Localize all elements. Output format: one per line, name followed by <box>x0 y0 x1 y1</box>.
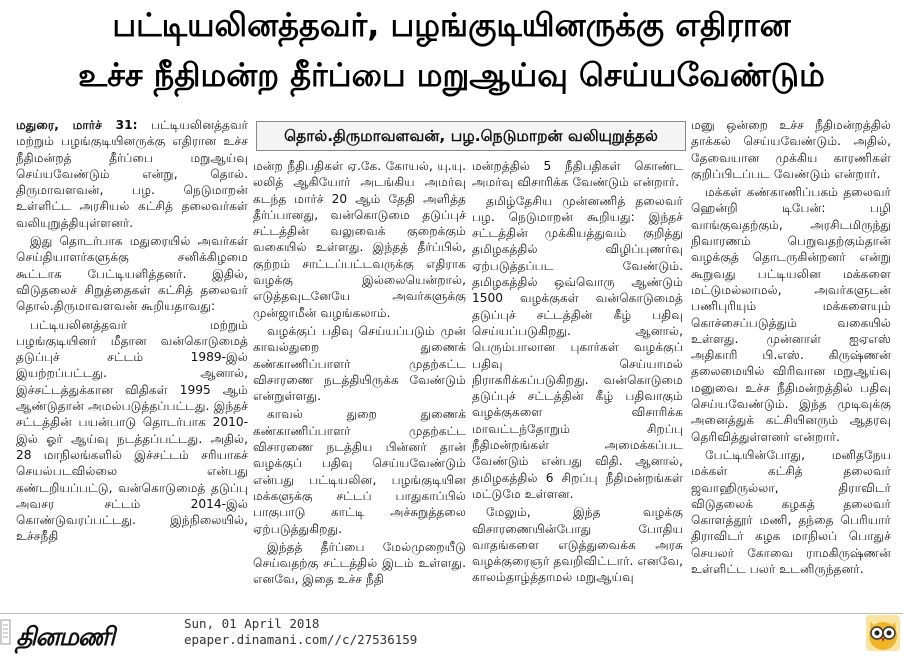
paragraph: பட்டியலினத்தவர் மற்றும் பழங்குடியினர் மீதான வன்கொடுமைத் தடுப்புச் சட்டம் 1989-இல் இயற்றப்பட்டது. ஆனால், இச்சட்டத்துக்கான விதிகள் 1995 ஆம் ஆண்டுதான் அமல்படுத்தப்பட்டது. இந்தச் சட்டத்தின் பயன்பாடு தொடர்பாக 2010-இல் ஓர் ஆய்வு நடத்தப்பட்டது. அதில், 28 மாநிலங்களில் இச்சட்டம் சரியாகச் செயல்படவில்லை என்பது கண்டறியப்பட்டு, வன்கொடுமைத் தடுப்பு அவசர சட்டம் 2014-இல் கொண்டுவரப்பட்டது. இந்நிலையில், உச்சநீதி <box>16 317 248 544</box>
paragraph <box>16 117 248 231</box>
paragraph: பேட்டியின்போது, மனிதநேய மக்கள் கட்சித் தலைவர் ஜவாஹிருல்லா, திராவிடர் விடுதலைக் கழகத் தலைவர் கொளத்தூர் மணி, தந்தை பெரியார் திராவிடர் கழக மாநிலப் பொதுச் செயலர் கோவை ராமகிருஷ்ணன் உள்ளிட்ட பலர் உடனிருந்தனர். <box>691 447 891 577</box>
article-column-4 <box>691 117 891 579</box>
paragraph: மக்கள் கண்காணிப்பகம் தலைவர் ஹென்றி டிபேன்: பழி வாங்குவதற்கும், அரசிடமிருந்து நிவாரணம் பெறுவதற்கும்தான் வழக்குத் தொடருகின்றனர் என்று கூறுவது பட்டியலின மக்களை மட்டுமல்லாமல், அவர்களுடன் பணிபுரியும் மக்களையும் கொச்சைப்படுத்தும் வகையில் உள்ளது. முன்னாள் ஐஏஎஸ் அதிகாரி பி.எஸ். கிருஷ்ணன் தலைமையில் விரிவான மறுஆய்வு மனுவை உச்ச நீதிமன்றத்தில் பதிவு செய்யவேண்டும். இந்த முடிவுக்கு அனைத்துக் கட்சியினரும் ஆதரவு தெரிவித்துள்ளனர் என்றார். <box>691 185 891 444</box>
paragraph: இது தொடர்பாக மதுரையில் அவர்கள் செய்தியாளர்களுக்கு சனிக்கிழமை கூட்டாக பேட்டியளித்தனர். இதில், விடுதலைச் சிறுத்தைகள் கட்சித் தலைவர் தொல்.திருமாவளவன் கூறியதாவது: <box>16 234 248 314</box>
paragraph: காவல் துறை துணைக் கண்காணிப்பாளர் முதற்கட்ட விசாரணை நடத்திய பின்னர் தான் வழக்குப் பதிவு செய்யவேண்டும் என்பது பட்டியலின, பழங்குடியின மக்களுக்கு சட்டப் பாதுகாப்பில் பாகுபாடு காட்டி அச்சுறுத்தலை ஏற்படுத்துகிறது. <box>253 407 466 536</box>
article-column-1 <box>16 117 248 547</box>
subheading: தொல்.திருமாவளவன், பழ.நெடுமாறன் வலியுறுத்தல் <box>256 121 686 151</box>
paragraph: மனு ஒன்றை உச்ச நீதிமன்றத்தில் தாக்கல் செய்யவேண்டும். அதில், தேவையான முக்கிய காரணிகள் குறிப்பிடப்பட வேண்டும் என்றார். <box>691 118 891 181</box>
article-column-2 <box>253 158 466 590</box>
paragraph: வழக்குப் பதிவு செய்யப்படும் முன் காவல்துறை துணைக் கண்காணிப்பாளர் முதற்கட்ட விசாரணை நடத்தியிருக்க வேண்டும் என்றுள்ளது. <box>253 323 466 404</box>
headline-line1: பட்டியலினத்தவர், பழங்குடியினருக்கு எதிரான <box>112 6 791 44</box>
dateline: மதுரை, மார்ச் 31: <box>16 118 138 132</box>
paragraph: தமிழ்தேசிய முன்னணித் தலைவர் பழ. நெடுமாறன் கூறியது: இந்தச் சட்டத்தின் முக்கியத்துவம் குறித்து தமிழகத்தில் விழிப்புணர்வு ஏற்படுத்தப்பட வேண்டும். தமிழகத்தில் ஒவ்வொரு ஆண்டும் 1500 வழக்குகள் வன்கொடுமைத் தடுப்புச் சட்டத்தின் கீழ் பதிவு செய்யப்படுகிறது. ஆனால், பெரும்பாலான புகார்கள் வழக்குப் பதிவு செய்யாமல் நிராகரிக்கப்படுகிறது. வன்கொடுமை தடுப்புச் சட்டத்தின் கீழ் பதிவாகும் வழக்குகளை விசாரிக்க மாவட்டந்தோறும் சிறப்பு நீதிமன்றங்கள் அமைக்கப்பட வேண்டும் என்பது விதி. ஆனால், தமிழகத்தில் 6 சிறப்பு நீதிமன்றங்கள் மட்டுமே உள்ளன. <box>472 193 683 501</box>
lead-text: பட்டியலினத்தவர் மற்றும் பழங்குடியினருக்கு எதிரான உச்ச நீதிமன்றத் தீர்ப்பை மறுஆய்வு செய்யவேண்டும் என்று, தொல். திருமாவளவன், பழ. நெடுமாறன் உள்ளிட்ட அரசியல் கட்சித் தலைவர்கள் வலியுறுத்தியுள்ளனர். <box>16 118 249 230</box>
paragraph: மன்ற நீதிபதிகள் ஏ.கே. கோயல், யு.யு. லலித் ஆகியோர் அடங்கிய அமர்வு கடந்த மார்ச் 20 ஆம் தேதி அளித்த தீர்ப்பானது, வன்கொடுமை தடுப்புச் சட்டத்தின் வலுவைக் குறைக்கும் வகையில் உள்ளது. இந்தத் தீர்ப்பில், குற்றம் சாட்டப்பட்டவருக்கு எதிராக வழக்கு இல்லையென்றால், எடுத்தவுடனேயே அவர்களுக்கு முன்ஜாமீன் வழங்கலாம். <box>253 159 466 320</box>
paragraph: மன்றத்தில் 5 நீதிபதிகள் கொண்ட அமர்வு விசாரிக்க வேண்டும் என்றார். <box>472 159 683 190</box>
owl-icon[interactable] <box>865 614 901 652</box>
logo-mark <box>0 617 12 647</box>
newspaper-logo[interactable]: தினமணி <box>16 622 115 651</box>
footer-divider <box>0 613 903 614</box>
headline-line2: உச்ச நீதிமன்ற தீர்ப்பை மறுஆய்வு செய்யவேண்டும் <box>78 56 825 94</box>
paragraph: மேலும், இந்த வழக்கு விசாரணையின்போது போதிய வாதங்களை எடுத்துவைக்க அரசு வழக்குரைஞர் தவறிவிட்டார். எனவே, காலம்தாழ்த்தாமல் மறுஆய்வு <box>472 505 683 585</box>
paragraph: இந்தத் தீர்ப்பை மேல்முறையீடு செய்வதற்கு சட்டத்தில் இடம் உள்ளது. எனவே, இதை உச்ச நீதி <box>253 539 466 587</box>
footer-bar <box>0 614 903 655</box>
article-column-3 <box>472 158 683 588</box>
edition-date: Sun, 01 April 2018 <box>184 616 320 631</box>
epaper-url[interactable]: epaper.dinamani.com//c/27536159 <box>184 632 418 647</box>
